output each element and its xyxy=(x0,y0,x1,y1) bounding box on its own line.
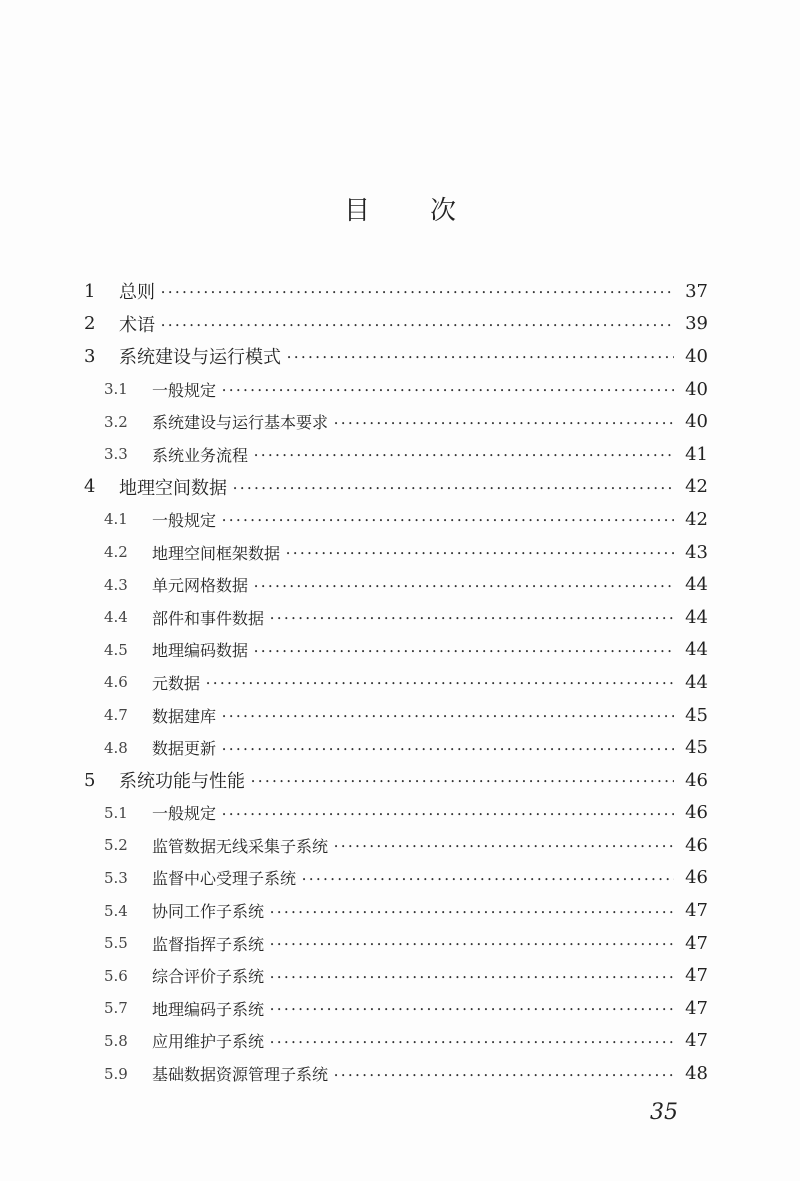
section-number: 5.8 xyxy=(104,1031,128,1050)
section-title: 部件和事件数据 xyxy=(152,608,265,628)
section-title: 监督中心受理子系统 xyxy=(152,869,297,889)
section-number: 4.7 xyxy=(104,706,128,725)
dot-leader xyxy=(334,838,674,852)
dot-leader xyxy=(222,512,674,526)
toc-entry[interactable] xyxy=(80,471,708,504)
dot-leader xyxy=(270,904,674,918)
dot-leader xyxy=(270,969,674,983)
dot-leader xyxy=(254,447,674,461)
dot-leader xyxy=(161,284,674,298)
section-title: 地理编码子系统 xyxy=(152,999,265,1019)
toc-entry[interactable] xyxy=(80,764,708,797)
dot-leader xyxy=(222,708,674,722)
section-title: 地理空间框架数据 xyxy=(152,543,281,563)
section-number: 5.6 xyxy=(104,966,128,985)
section-number: 5.3 xyxy=(104,868,128,887)
section-title: 一般规定 xyxy=(152,804,217,824)
dot-leader xyxy=(161,317,674,331)
dot-leader xyxy=(270,1034,674,1048)
section-title: 地理空间数据 xyxy=(119,477,227,499)
toc-entry[interactable] xyxy=(80,536,708,569)
section-number: 5.5 xyxy=(104,934,128,953)
toc-entry[interactable] xyxy=(80,666,708,699)
toc-entry[interactable] xyxy=(80,797,708,830)
page-ref: 47 xyxy=(685,900,708,922)
toc-entry[interactable] xyxy=(80,927,708,960)
toc-entry[interactable] xyxy=(80,862,708,895)
toc-entry[interactable] xyxy=(80,340,708,373)
section-title: 一般规定 xyxy=(152,510,217,530)
page-ref: 41 xyxy=(685,443,708,465)
page-ref: 40 xyxy=(685,378,708,400)
section-number: 5 xyxy=(84,769,96,791)
section-number: 3.3 xyxy=(104,445,128,464)
table-of-contents xyxy=(80,275,708,1090)
page-ref: 45 xyxy=(685,737,708,759)
page-ref: 37 xyxy=(685,280,708,302)
page-ref: 46 xyxy=(685,802,708,824)
page-ref: 48 xyxy=(685,1063,708,1085)
section-number: 5.7 xyxy=(104,999,128,1018)
section-number: 5.9 xyxy=(104,1064,128,1083)
page-ref: 40 xyxy=(685,411,708,433)
dot-leader xyxy=(222,741,674,755)
section-title: 术语 xyxy=(119,314,155,336)
dot-leader xyxy=(251,773,674,787)
toc-entry[interactable] xyxy=(80,568,708,601)
page-ref: 44 xyxy=(685,671,708,693)
page-ref: 47 xyxy=(685,965,708,987)
toc-entry[interactable] xyxy=(80,992,708,1025)
section-number: 3.1 xyxy=(104,380,128,399)
toc-entry[interactable] xyxy=(80,503,708,536)
section-number: 3.2 xyxy=(104,412,128,431)
section-number: 4.4 xyxy=(104,608,128,627)
section-title: 监督指挥子系统 xyxy=(152,934,265,954)
dot-leader xyxy=(254,643,674,657)
section-title: 系统业务流程 xyxy=(152,445,249,465)
dot-leader xyxy=(270,1001,674,1015)
section-title: 总则 xyxy=(119,282,155,304)
toc-entry[interactable] xyxy=(80,275,708,308)
section-title: 系统建设与运行模式 xyxy=(119,347,281,369)
section-number: 4.8 xyxy=(104,738,128,757)
section-title: 应用维护子系统 xyxy=(152,1032,265,1052)
dot-leader xyxy=(270,936,674,950)
page-ref: 40 xyxy=(685,345,708,367)
dot-leader xyxy=(222,382,674,396)
dot-leader xyxy=(206,675,674,689)
section-number: 4.5 xyxy=(104,640,128,659)
toc-entry[interactable] xyxy=(80,699,708,732)
dot-leader xyxy=(334,1067,674,1081)
section-number: 4.6 xyxy=(104,673,128,692)
page-ref: 47 xyxy=(685,997,708,1019)
toc-entry[interactable] xyxy=(80,405,708,438)
page-ref: 44 xyxy=(685,574,708,596)
toc-entry[interactable] xyxy=(80,1025,708,1058)
toc-entry[interactable] xyxy=(80,959,708,992)
page-ref: 47 xyxy=(685,1030,708,1052)
toc-entry[interactable] xyxy=(80,731,708,764)
page-ref: 42 xyxy=(685,508,708,530)
section-number: 5.4 xyxy=(104,901,128,920)
section-title: 协同工作子系统 xyxy=(152,902,265,922)
dot-leader xyxy=(287,349,674,363)
section-title: 系统功能与性能 xyxy=(119,771,245,793)
page-ref: 46 xyxy=(685,867,708,889)
dot-leader xyxy=(270,610,674,624)
section-number: 1 xyxy=(84,280,96,302)
toc-entry[interactable] xyxy=(80,601,708,634)
toc-entry[interactable] xyxy=(80,829,708,862)
toc-entry[interactable] xyxy=(80,373,708,406)
section-number: 5.2 xyxy=(104,836,128,855)
page-ref: 39 xyxy=(685,313,708,335)
toc-entry[interactable] xyxy=(80,894,708,927)
dot-leader xyxy=(286,545,674,559)
toc-entry[interactable] xyxy=(80,634,708,667)
dot-leader xyxy=(302,871,674,885)
section-title: 基础数据资源管理子系统 xyxy=(152,1065,329,1085)
section-title: 数据建库 xyxy=(152,706,217,726)
page-title xyxy=(0,190,800,227)
toc-entry[interactable] xyxy=(80,1057,708,1090)
dot-leader xyxy=(222,806,674,820)
section-number: 2 xyxy=(84,313,96,335)
section-title: 一般规定 xyxy=(152,380,217,400)
section-number: 3 xyxy=(84,345,96,367)
section-title: 综合评价子系统 xyxy=(152,967,265,987)
section-number: 5.1 xyxy=(104,803,128,822)
page-number: 35 xyxy=(650,1100,678,1125)
page-ref: 44 xyxy=(685,639,708,661)
page-ref: 46 xyxy=(685,769,708,791)
toc-entry[interactable] xyxy=(80,438,708,471)
section-number: 4.3 xyxy=(104,575,128,594)
page-ref: 43 xyxy=(685,541,708,563)
page-ref: 46 xyxy=(685,834,708,856)
section-number: 4.1 xyxy=(104,510,128,529)
toc-entry[interactable] xyxy=(80,308,708,341)
page-ref: 45 xyxy=(685,704,708,726)
page-ref: 44 xyxy=(685,606,708,628)
section-number: 4 xyxy=(84,476,96,498)
section-title: 元数据 xyxy=(152,673,201,693)
dot-leader xyxy=(254,578,674,592)
section-title: 监管数据无线采集子系统 xyxy=(152,836,329,856)
section-number: 4.2 xyxy=(104,543,128,562)
title-char: 目 xyxy=(343,196,370,226)
section-title: 地理编码数据 xyxy=(152,641,249,661)
section-title: 数据更新 xyxy=(152,739,217,759)
dot-leader xyxy=(334,415,674,429)
section-title: 单元网格数据 xyxy=(152,576,249,596)
dot-leader xyxy=(233,480,674,494)
section-title: 系统建设与运行基本要求 xyxy=(152,413,329,433)
page-ref: 42 xyxy=(685,476,708,498)
title-char: 次 xyxy=(430,196,457,226)
page-ref: 47 xyxy=(685,932,708,954)
